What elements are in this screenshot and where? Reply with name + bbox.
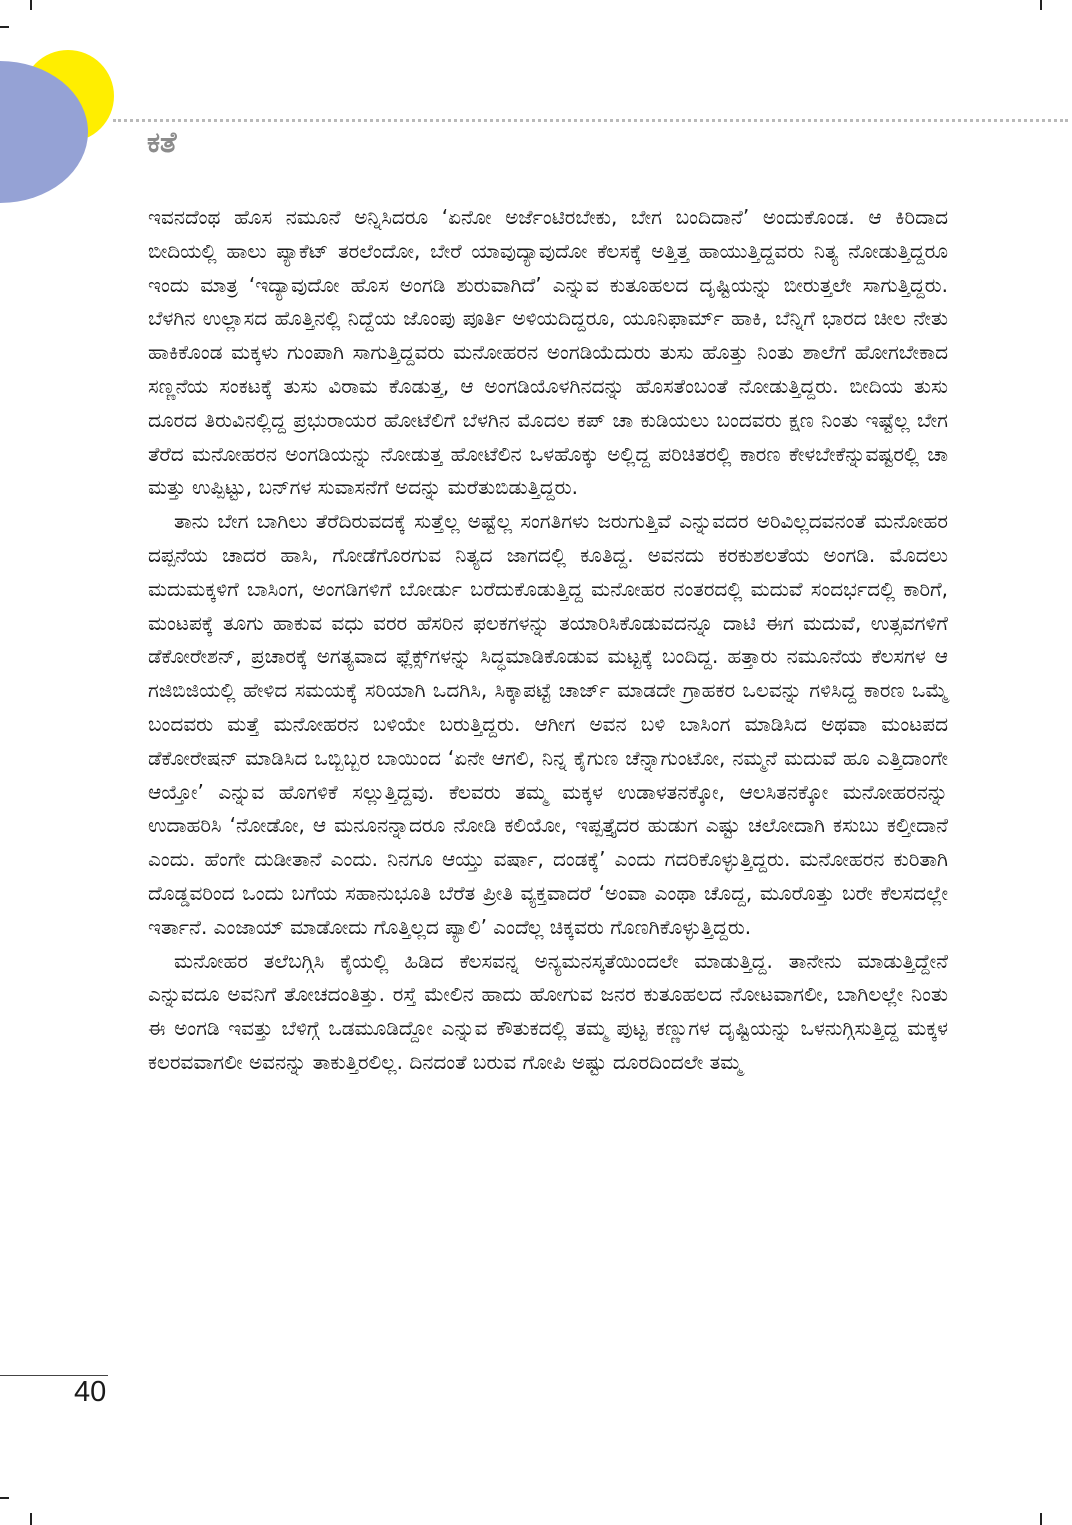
crop-mark: [0, 26, 9, 28]
story-paragraph: ಮನೋಹರ ತಲೆಬಗ್ಗಿಸಿ ಕೈಯಲ್ಲಿ ಹಿಡಿದ ಕೆಲಸವನ್ನ ಅನ್ಯಮನಸ್ಕತೆಯಿಂದಲೇ ಮಾಡುತ್ತಿದ್ದ. ತಾನೇನು ಮಾಡುತ್ತಿದ್ದೇನೆ ಎನ್ನುವದೂ ಅವನಿಗೆ ತೋಚದಂತಿತ್ತು. ರಸ್ತೆ ಮೇಲಿನ ಹಾದು ಹೋಗುವ ಜನರ ಕುತೂಹಲದ ನೋಟವಾಗಲೀ, ಬಾಗಿಲಲ್ಲೇ ನಿಂತು ಈ ಅಂಗಡಿ ಇವತ್ತು ಬೆಳಿಗ್ಗೆ ಒಡಮೂಡಿದ್ದೋ ಎನ್ನುವ ಕೌತುಕದಲ್ಲಿ ತಮ್ಮ ಪುಟ್ಟ ಕಣ್ಣುಗಳ ದೃಷ್ಟಿಯನ್ನು ಒಳನುಗ್ಗಿಸುತ್ತಿದ್ದ ಮಕ್ಕಳ ಕಲರವವಾಗಲೀ ಅವನನ್ನು ತಾಕುತ್ತಿರಲಿಲ್ಲ. ದಿನದಂತೆ ಬರುವ ಗೋಪಿ ಅಷ್ಟು ದೂರದಿಂದಲೇ ತಮ್ಮ: [148, 948, 948, 1074]
page-number: 40: [74, 1376, 107, 1408]
crop-mark: [1040, 0, 1042, 10]
story-paragraph: ಇವನದೆಂಥ ಹೊಸ ನಮೂನೆ ಅನ್ನಿಸಿದರೂ ‘ಏನೋ ಅರ್ಜೆಂಟಿರಬೇಕು, ಬೇಗ ಬಂದಿದಾನೆ’ ಅಂದುಕೊಂಡ. ಆ ಕಿರಿದಾದ ಬೀದಿಯಲ್ಲಿ ಹಾಲು ಪ್ಯಾಕೆಟ್ ತರಲೆಂದೋ, ಬೇರೆ ಯಾವುದ್ಯಾವುದೋ ಕೆಲಸಕ್ಕೆ ಅತ್ತಿತ್ತ ಹಾಯುತ್ತಿದ್ದವರು ನಿತ್ಯ ನೋಡುತ್ತಿದ್ದರೂ ಇಂದು ಮಾತ್ರ ‘ಇದ್ಯಾವುದೋ ಹೊಸ ಅಂಗಡಿ ಶುರುವಾಗಿದೆ’ ಎನ್ನುವ ಕುತೂಹಲದ ದೃಷ್ಟಿಯನ್ನು ಬೀರುತ್ತಲೇ ಸಾಗುತ್ತಿದ್ದರು. ಬೆಳಗಿನ ಉಲ್ಲಾಸದ ಹೊತ್ತಿನಲ್ಲಿ ನಿದ್ದೆಯ ಜೊಂಪು ಪೂರ್ತಿ ಅಳಿಯದಿದ್ದರೂ, ಯೂನಿಫಾರ್ಮ್ ಹಾಕಿ, ಬೆನ್ನಿಗೆ ಭಾರದ ಚೀಲ ನೇತು ಹಾಕಿಕೊಂಡ ಮಕ್ಕಳು ಗುಂಪಾಗಿ ಸಾಗುತ್ತಿದ್ದವರು ಮನೋಹರನ ಅಂಗಡಿಯೆದುರು ತುಸು ಹೊತ್ತು ನಿಂತು ಶಾಲೆಗೆ ಹೋಗಬೇಕಾದ ಸಣ್ಣನೆಯ ಸಂಕಟಕ್ಕೆ ತುಸು ವಿರಾಮ ಕೊಡುತ್ತ, ಆ ಅಂಗಡಿಯೊಳಗಿನದನ್ನು ಹೊಸತೆಂಬಂತೆ ನೋಡುತ್ತಿದ್ದರು. ಬೀದಿಯ ತುಸು ದೂರದ ತಿರುವಿನಲ್ಲಿದ್ದ ಪ್ರಭುರಾಯರ ಹೋಟೆಲಿಗೆ ಬೆಳಗಿನ ಮೊದಲ ಕಪ್ ಚಾ ಕುಡಿಯಲು ಬಂದವರು ಕ್ಷಣ ನಿಂತು ಇಷ್ಟೆಲ್ಲ ಬೇಗ ತೆರೆದ ಮನೋಹರನ ಅಂಗಡಿಯನ್ನು ನೋಡುತ್ತ ಹೋಟೆಲಿನ ಒಳಹೊಕ್ಕು ಅಲ್ಲಿದ್ದ ಪರಿಚಿತರಲ್ಲಿ ಕಾರಣ ಕೇಳಬೇಕೆನ್ನುವಷ್ಟರಲ್ಲಿ ಚಾ ಮತ್ತು ಉಪ್ಪಿಟ್ಟು, ಬನ್‌ಗಳ ಸುವಾಸನೆಗೆ ಅದನ್ನು ಮರೆತುಬಿಡುತ್ತಿದ್ದರು.: [148, 205, 948, 500]
story-body: [148, 201, 948, 1080]
crop-mark: [30, 0, 32, 10]
story-paragraph: ತಾನು ಬೇಗ ಬಾಗಿಲು ತೆರೆದಿರುವದಕ್ಕೆ ಸುತ್ತೆಲ್ಲ ಅಷ್ಟೆಲ್ಲ ಸಂಗತಿಗಳು ಜರುಗುತ್ತಿವೆ ಎನ್ನುವದರ ಅರಿವಿಲ್ಲದವನಂತೆ ಮನೋಹರ ದಪ್ಪನೆಯ ಚಾದರ ಹಾಸಿ, ಗೋಡೆಗೊರಗುವ ನಿತ್ಯದ ಜಾಗದಲ್ಲಿ ಕೂತಿದ್ದ. ಅವನದು ಕರಕುಶಲತೆಯ ಅಂಗಡಿ. ಮೊದಲು ಮದುಮಕ್ಕಳಿಗೆ ಬಾಸಿಂಗ, ಅಂಗಡಿಗಳಿಗೆ ಬೋರ್ಡು ಬರೆದುಕೊಡುತ್ತಿದ್ದ ಮನೋಹರ ನಂತರದಲ್ಲಿ ಮದುವೆ ಸಂದರ್ಭದಲ್ಲಿ ಕಾರಿಗೆ, ಮಂಟಪಕ್ಕೆ ತೂಗು ಹಾಕುವ ವಧು ವರರ ಹೆಸರಿನ ಫಲಕಗಳನ್ನು ತಯಾರಿಸಿಕೊಡುವದನ್ನೂ ದಾಟಿ ಈಗ ಮದುವೆ, ಉತ್ಸವಗಳಿಗೆ ಡೆಕೋರೇಶನ್, ಪ್ರಚಾರಕ್ಕೆ ಅಗತ್ಯವಾದ ಫ್ಲೆಕ್ಸ್‌ಗಳನ್ನು ಸಿದ್ಧಮಾಡಿಕೊಡುವ ಮಟ್ಟಕ್ಕೆ ಬಂದಿದ್ದ. ಹತ್ತಾರು ನಮೂನೆಯ ಕೆಲಸಗಳ ಆ ಗಜಿಬಿಜಿಯಲ್ಲಿ ಹೇಳಿದ ಸಮಯಕ್ಕೆ ಸರಿಯಾಗಿ ಒದಗಿಸಿ, ಸಿಕ್ಕಾಪಟ್ಟೆ ಚಾರ್ಜ್ ಮಾಡದೇ ಗ್ರಾಹಕರ ಒಲವನ್ನು ಗಳಿಸಿದ್ದ ಕಾರಣ ಒಮ್ಮೆ ಬಂದವರು ಮತ್ತೆ ಮನೋಹರನ ಬಳಿಯೇ ಬರುತ್ತಿದ್ದರು. ಆಗೀಗ ಅವನ ಬಳಿ ಬಾಸಿಂಗ ಮಾಡಿಸಿದ ಅಥವಾ ಮಂಟಪದ ಡೆಕೋರೇಷನ್ ಮಾಡಿಸಿದ ಒಬ್ಬಿಬ್ಬರ ಬಾಯಿಂದ ‘ಏನೇ ಆಗಲಿ, ನಿನ್ನ ಕೈಗುಣ ಚೆನ್ನಾಗುಂಟೋ, ನಮ್ಮನೆ ಮದುವೆ ಹೂ ಎತ್ತಿದಾಂಗೇ ಆಯ್ತೋ’ ಎನ್ನುವ ಹೊಗಳಿಕೆ ಸಲ್ಲುತ್ತಿದ್ದವು. ಕೆಲವರು ತಮ್ಮ ಮಕ್ಕಳ ಉಡಾಳತನಕ್ಕೋ, ಆಲಸಿತನಕ್ಕೋ ಮನೋಹರನನ್ನು ಉದಾಹರಿಸಿ ‘ನೋಡೋ, ಆ ಮನೂನನ್ನಾದರೂ ನೋಡಿ ಕಲಿಯೋ, ಇಪ್ಪತ್ತೈದರ ಹುಡುಗ ಎಷ್ಟು ಚಲೋದಾಗಿ ಕಸುಬು ಕಲ್ತೀದಾನೆ ಎಂದು. ಹೆಂಗೇ ದುಡೀತಾನೆ ಎಂದು. ನಿನಗೂ ಆಯ್ತು ವರ್ಷಾ, ದಂಡಕ್ಕೆ’ ಎಂದು ಗದರಿಕೊಳ್ಳುತ್ತಿದ್ದರು. ಮನೋಹರನ ಕುರಿತಾಗಿ ದೊಡ್ಡವರಿಂದ ಒಂದು ಬಗೆಯ ಸಹಾನುಭೂತಿ ಬೆರೆತ ಪ್ರೀತಿ ವ್ಯಕ್ತವಾದರೆ ‘ಅಂವಾ ಎಂಥಾ ಚೊದ್ದ, ಮೂರೊತ್ತು ಬರೇ ಕೆಲಸದಲ್ಲೇ ಇರ್ತಾನೆ. ಎಂಜಾಯ್ ಮಾಡೋದು ಗೊತ್ತಿಲ್ಲದ ಪ್ಯಾಲಿ’ ಎಂದೆಲ್ಲ ಚಿಕ್ಕವರು ಗೊಣಗಿಕೊಳ್ಳುತ್ತಿದ್ದರು.: [148, 509, 948, 939]
crop-mark: [1040, 1513, 1042, 1525]
section-title: ಕತೆ: [147, 125, 177, 159]
header-dotted-rule: [113, 119, 1068, 122]
crop-mark: [30, 1513, 32, 1525]
crop-mark: [0, 1497, 9, 1499]
